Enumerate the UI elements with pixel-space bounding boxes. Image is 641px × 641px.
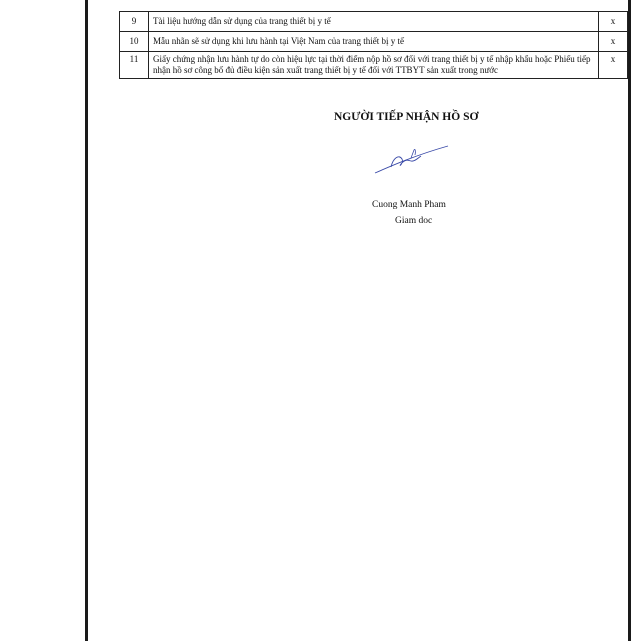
row-description: Giấy chứng nhận lưu hành tự do còn hiệu lực tại thời điểm nộp hồ sơ đối với trang thiết bị y tế nhập khẩu hoặc Phiếu tiếp nhận hồ sơ công bố đủ điều kiện sản xuất trang thiết bị y tế đối với TTBYT sản xuất trong nước [149, 52, 599, 79]
row-check-mark: x [599, 52, 628, 79]
table-row [120, 52, 628, 79]
row-check-mark: x [599, 32, 628, 52]
row-number: 9 [120, 12, 149, 32]
row-check-mark: x [599, 12, 628, 32]
table-row [120, 12, 628, 32]
handwritten-signature [371, 140, 451, 180]
table-row [120, 32, 628, 52]
document-page [88, 0, 628, 641]
document-table [119, 11, 628, 79]
row-number: 10 [120, 32, 149, 52]
row-description: Mẫu nhãn sẽ sử dụng khi lưu hành tại Việt Nam của trang thiết bị y tế [149, 32, 599, 52]
page-border-right [628, 0, 631, 641]
signer-name: Cuong Manh Pham [372, 200, 446, 210]
row-description: Tài liệu hướng dẫn sử dụng của trang thiết bị y tế [149, 12, 599, 32]
row-number: 11 [120, 52, 149, 79]
signer-title: Giam doc [395, 216, 433, 226]
recipient-title: NGƯỜI TIẾP NHẬN HỒ SƠ [334, 111, 479, 123]
